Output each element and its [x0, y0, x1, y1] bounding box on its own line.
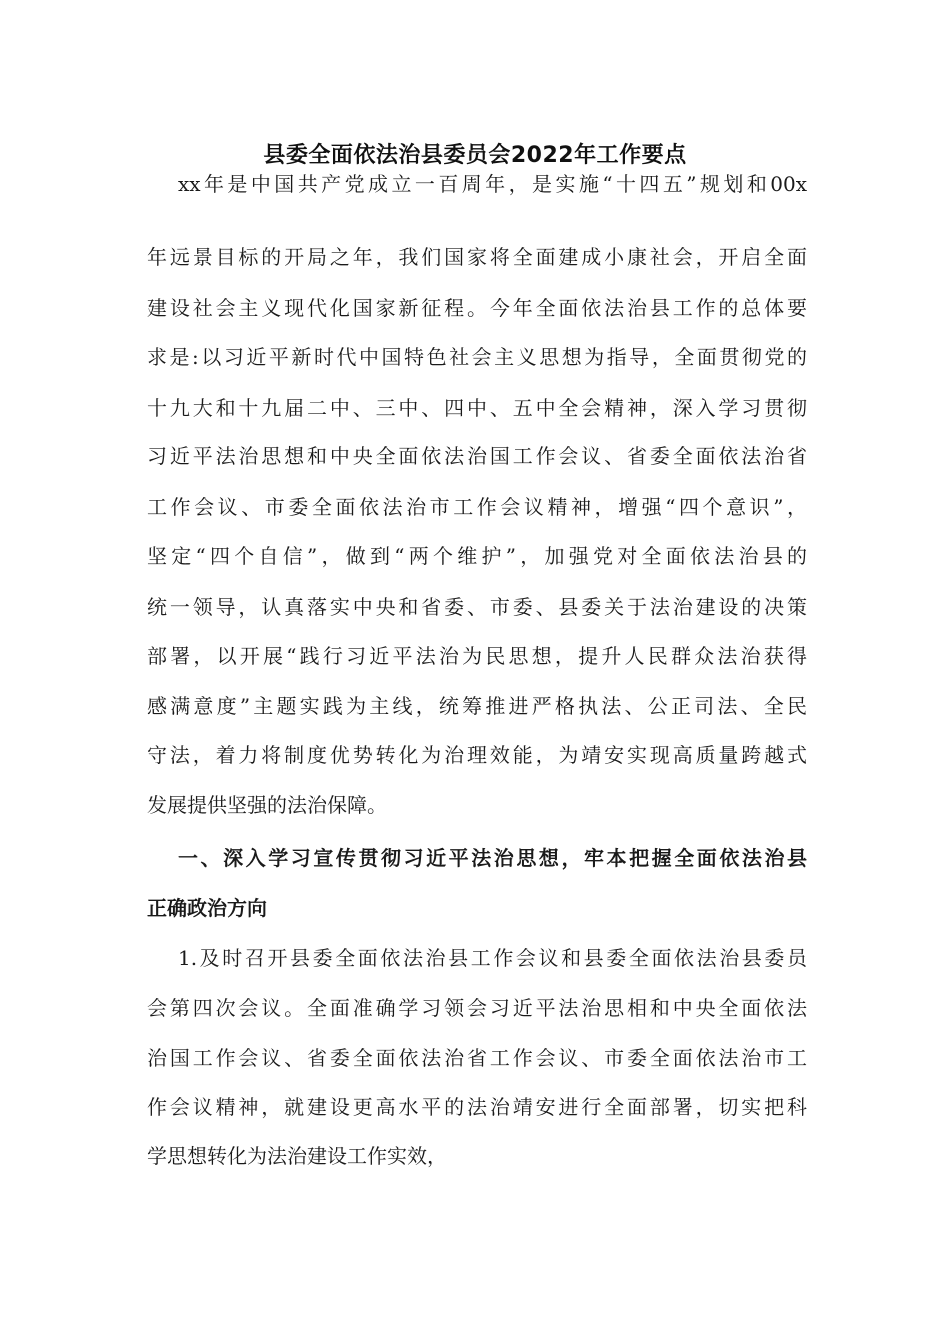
item1-line-2: 会第四次会议。全面准确学习领会习近平法治思相和中央全面依法 [147, 996, 807, 1020]
document-title: 县委全面依法治县委员会2022年工作要点 [263, 143, 687, 168]
intro-line-8: 坚定“四个自信”，做到“两个维护”，加强党对全面依法治县的 [147, 544, 807, 568]
intro-line-13: 发展提供坚强的法治保障。 [147, 793, 387, 817]
intro-line-9: 统一领导，认真落实中央和省委、市委、县委关于法治建设的决策 [147, 595, 807, 619]
intro-line-10: 部署，以开展“践行习近平法治为民思想，提升人民群众法治获得 [147, 644, 807, 668]
item1-line-4: 作会议精神，就建设更高水平的法治靖安进行全面部署，切实把科 [147, 1095, 807, 1119]
intro-line-11: 感满意度”主题实践为主线，统筹推进严格执法、公正司法、全民 [147, 694, 807, 718]
section-heading-line-2: 正确政治方向 [147, 896, 267, 920]
intro-line-5: 十九大和十九届二中、三中、四中、五中全会精神，深入学习贯彻 [147, 396, 807, 420]
intro-line-3: 建设社会主义现代化国家新征程。今年全面依法治县工作的总体要 [147, 296, 807, 320]
intro-line-2: 年远景目标的开局之年，我们国家将全面建成小康社会，开启全面 [147, 245, 807, 269]
intro-line-1: xx年是中国共产党成立一百周年，是实施“十四五”规划和00x [178, 172, 807, 196]
intro-line-6: 习近平法治思想和中央全面依法治国工作会议、省委全面依法治省 [147, 444, 807, 468]
section-heading-line-1: 一、深入学习宣传贯彻习近平法治思想，牢本把握全面依法治县 [178, 846, 807, 870]
intro-line-12: 守法，着力将制度优势转化为治理效能，为靖安实现高质量跨越式 [147, 743, 807, 767]
item1-line-1: 1.及时召开县委全面依法治县工作会议和县委全面依法治县委员 [178, 946, 807, 970]
intro-line-7: 工作会议、市委全面依法治市工作会议精神，增强“四个意识”， [147, 495, 807, 519]
item1-line-5: 学思想转化为法治建设工作实效， [147, 1144, 447, 1168]
intro-line-4: 求是:以习近平新时代中国特色社会主义思想为指导，全面贯彻党的 [147, 345, 807, 369]
item1-line-3: 治国工作会议、省委全面依法治省工作会议、市委全面依法治市工 [147, 1046, 807, 1070]
